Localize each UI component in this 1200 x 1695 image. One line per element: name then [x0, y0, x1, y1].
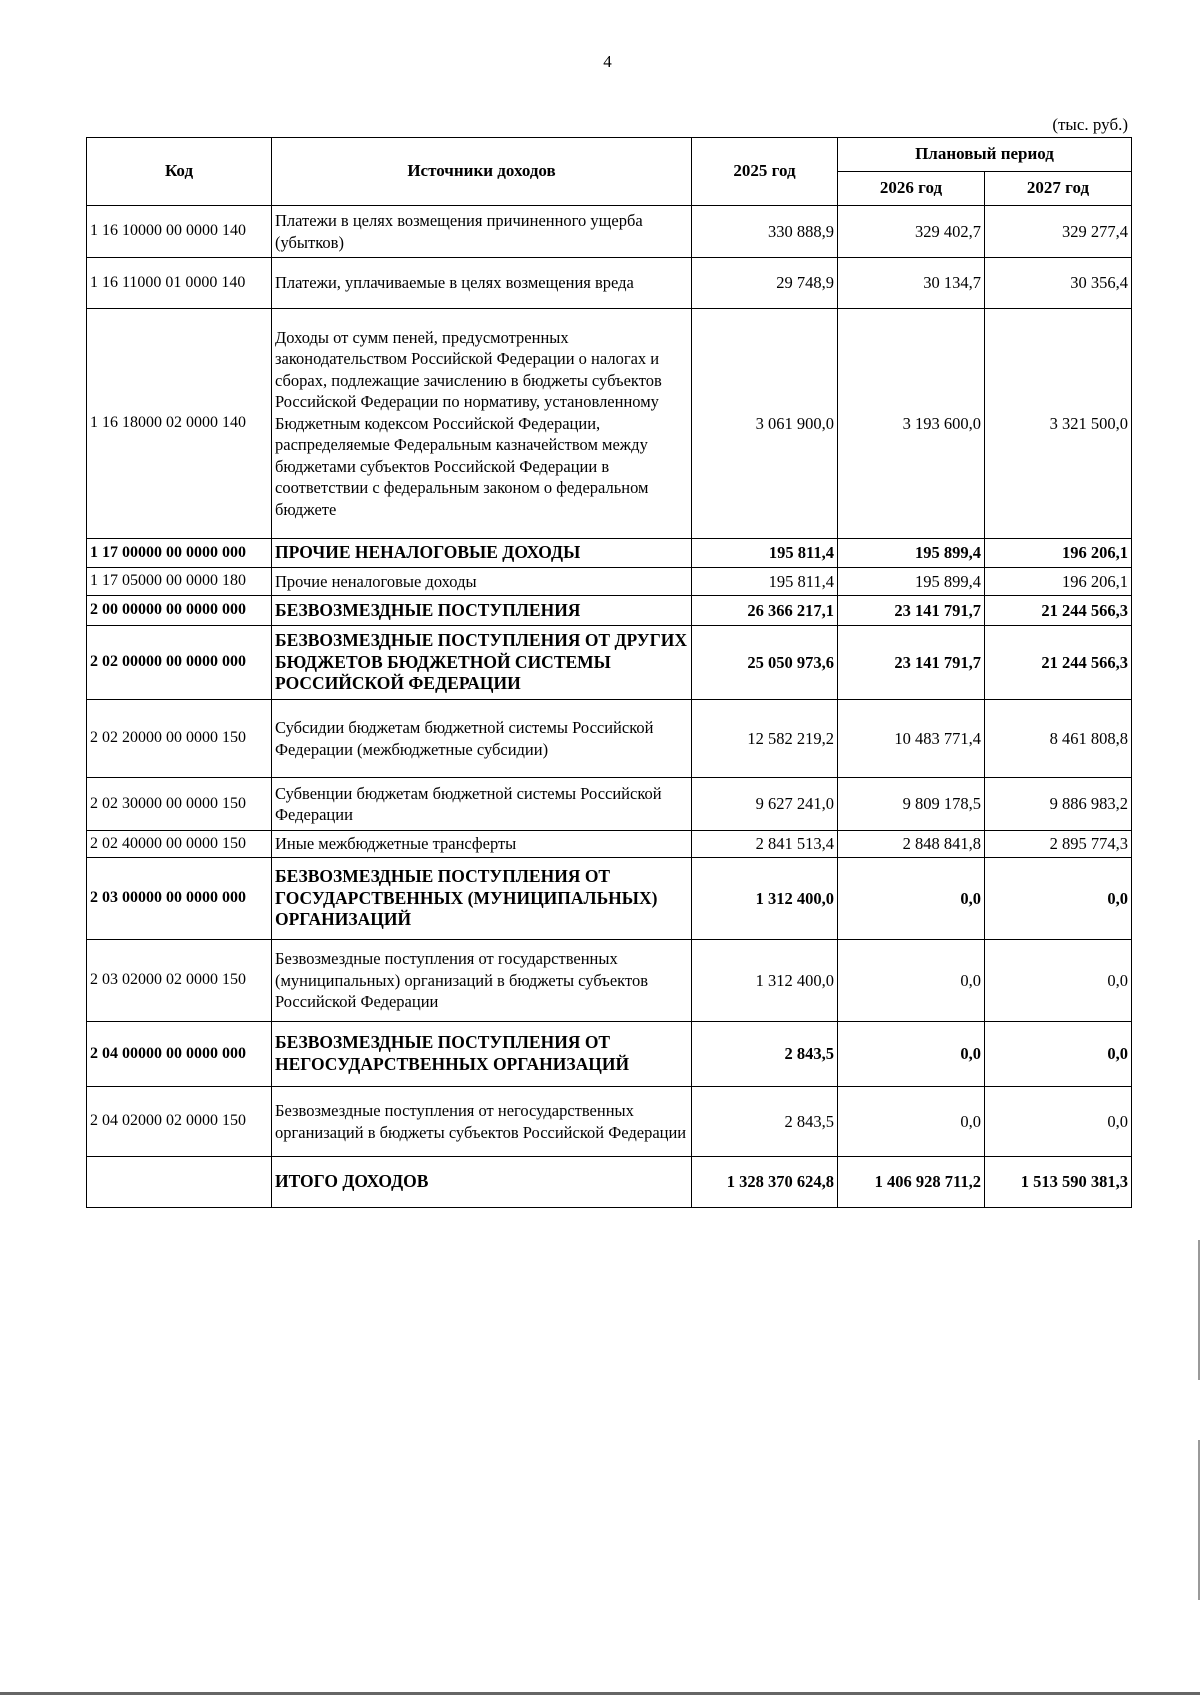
- row-value-2026: 329 402,7: [838, 206, 985, 258]
- table-row: [87, 1087, 1132, 1157]
- row-code: 2 03 00000 00 0000 000: [87, 858, 272, 940]
- row-value-2027: 21 244 566,3: [985, 626, 1132, 700]
- row-value-2027: 329 277,4: [985, 206, 1132, 258]
- row-value-2027: 196 206,1: [985, 568, 1132, 596]
- units-label: (тыс. руб.): [1052, 115, 1128, 134]
- row-value-2026: 30 134,7: [838, 258, 985, 309]
- row-value-2025: 2 843,5: [692, 1022, 838, 1087]
- row-value-2027: 30 356,4: [985, 258, 1132, 309]
- header-2025: 2025 год: [692, 138, 838, 206]
- table-row: [87, 778, 1132, 831]
- row-source-name: Безвозмездные поступления от государственных (муниципальных) организаций в бюджеты субъектов Российской Федерации: [272, 940, 692, 1022]
- row-code: 2 02 30000 00 0000 150: [87, 778, 272, 831]
- row-value-2027: 0,0: [985, 1087, 1132, 1157]
- row-value-2026: 0,0: [838, 858, 985, 940]
- row-value-2026: 2 848 841,8: [838, 831, 985, 858]
- total-code: [87, 1157, 272, 1208]
- row-code: 1 16 11000 01 0000 140: [87, 258, 272, 309]
- row-value-2026: 0,0: [838, 940, 985, 1022]
- row-source-name: Иные межбюджетные трансферты: [272, 831, 692, 858]
- page-number: 4: [603, 52, 612, 71]
- table-body: [87, 206, 1132, 1157]
- row-source-name: БЕЗВОЗМЕЗДНЫЕ ПОСТУПЛЕНИЯ: [272, 596, 692, 626]
- row-source-name: Субвенции бюджетам бюджетной системы Российской Федерации: [272, 778, 692, 831]
- table-row: [87, 309, 1132, 539]
- row-value-2025: 195 811,4: [692, 568, 838, 596]
- row-value-2025: 29 748,9: [692, 258, 838, 309]
- row-value-2026: 23 141 791,7: [838, 596, 985, 626]
- row-value-2025: 330 888,9: [692, 206, 838, 258]
- row-source-name: БЕЗВОЗМЕЗДНЫЕ ПОСТУПЛЕНИЯ ОТ ГОСУДАРСТВЕННЫХ (МУНИЦИПАЛЬНЫХ) ОРГАНИЗАЦИЙ: [272, 858, 692, 940]
- row-value-2026: 195 899,4: [838, 568, 985, 596]
- row-source-name: Прочие неналоговые доходы: [272, 568, 692, 596]
- row-value-2026: 9 809 178,5: [838, 778, 985, 831]
- row-value-2026: 195 899,4: [838, 539, 985, 568]
- header-source: Источники доходов: [272, 138, 692, 206]
- row-code: 1 17 05000 00 0000 180: [87, 568, 272, 596]
- row-value-2026: 0,0: [838, 1022, 985, 1087]
- row-value-2026: 23 141 791,7: [838, 626, 985, 700]
- row-value-2025: 195 811,4: [692, 539, 838, 568]
- row-value-2027: 3 321 500,0: [985, 309, 1132, 539]
- row-code: 2 02 00000 00 0000 000: [87, 626, 272, 700]
- table-row: [87, 940, 1132, 1022]
- row-source-name: Субсидии бюджетам бюджетной системы Российской Федерации (межбюджетные субсидии): [272, 700, 692, 778]
- table-row: [87, 700, 1132, 778]
- table-row: [87, 626, 1132, 700]
- row-value-2025: 2 841 513,4: [692, 831, 838, 858]
- table-header: [87, 138, 1132, 206]
- row-value-2026: 10 483 771,4: [838, 700, 985, 778]
- row-value-2025: 25 050 973,6: [692, 626, 838, 700]
- row-code: 2 04 00000 00 0000 000: [87, 1022, 272, 1087]
- row-code: 1 17 00000 00 0000 000: [87, 539, 272, 568]
- table-row: [87, 568, 1132, 596]
- total-label: ИТОГО ДОХОДОВ: [272, 1157, 692, 1208]
- total-2026: 1 406 928 711,2: [838, 1157, 985, 1208]
- row-source-name: Доходы от сумм пеней, предусмотренных законодательством Российской Федерации о налогах и сборах, подлежащие зачислению в бюджеты субъектов Российской Федерации по нормативу, установленному Бюджетным кодексом Российской Федерации, распределяемые Федеральным казначейством между бюджетами субъектов Российской Федерации в соответствии с федеральным законом о федеральном бюджете: [272, 309, 692, 539]
- row-code: 1 16 18000 02 0000 140: [87, 309, 272, 539]
- row-code: 1 16 10000 00 0000 140: [87, 206, 272, 258]
- table-row: [87, 1022, 1132, 1087]
- row-code: 2 02 40000 00 0000 150: [87, 831, 272, 858]
- row-value-2026: 3 193 600,0: [838, 309, 985, 539]
- revenue-table: [86, 137, 1132, 1208]
- row-value-2025: 12 582 219,2: [692, 700, 838, 778]
- header-2026: 2026 год: [838, 172, 985, 206]
- row-code: 2 00 00000 00 0000 000: [87, 596, 272, 626]
- row-source-name: Платежи, уплачиваемые в целях возмещения вреда: [272, 258, 692, 309]
- row-value-2027: 8 461 808,8: [985, 700, 1132, 778]
- total-2025: 1 328 370 624,8: [692, 1157, 838, 1208]
- row-code: 2 04 02000 02 0000 150: [87, 1087, 272, 1157]
- row-code: 2 02 20000 00 0000 150: [87, 700, 272, 778]
- header-planned-period: Плановый период: [838, 138, 1132, 172]
- row-source-name: ПРОЧИЕ НЕНАЛОГОВЫЕ ДОХОДЫ: [272, 539, 692, 568]
- row-value-2026: 0,0: [838, 1087, 985, 1157]
- row-source-name: БЕЗВОЗМЕЗДНЫЕ ПОСТУПЛЕНИЯ ОТ НЕГОСУДАРСТВЕННЫХ ОРГАНИЗАЦИЙ: [272, 1022, 692, 1087]
- row-value-2025: 2 843,5: [692, 1087, 838, 1157]
- row-source-name: БЕЗВОЗМЕЗДНЫЕ ПОСТУПЛЕНИЯ ОТ ДРУГИХ БЮДЖЕТОВ БЮДЖЕТНОЙ СИСТЕМЫ РОССИЙСКОЙ ФЕДЕРАЦИИ: [272, 626, 692, 700]
- total-2027: 1 513 590 381,3: [985, 1157, 1132, 1208]
- table-row: [87, 831, 1132, 858]
- row-value-2025: 1 312 400,0: [692, 940, 838, 1022]
- total-row: [87, 1157, 1132, 1208]
- table-row: [87, 258, 1132, 309]
- row-value-2027: 21 244 566,3: [985, 596, 1132, 626]
- row-source-name: Безвозмездные поступления от негосударственных организаций в бюджеты субъектов Российской Федерации: [272, 1087, 692, 1157]
- row-code: 2 03 02000 02 0000 150: [87, 940, 272, 1022]
- row-value-2025: 1 312 400,0: [692, 858, 838, 940]
- row-value-2027: 0,0: [985, 1022, 1132, 1087]
- row-value-2027: 2 895 774,3: [985, 831, 1132, 858]
- table-row: [87, 539, 1132, 568]
- table-row: [87, 858, 1132, 940]
- row-value-2027: 9 886 983,2: [985, 778, 1132, 831]
- row-source-name: Платежи в целях возмещения причиненного ущерба (убытков): [272, 206, 692, 258]
- row-value-2025: 3 061 900,0: [692, 309, 838, 539]
- row-value-2027: 0,0: [985, 858, 1132, 940]
- row-value-2025: 9 627 241,0: [692, 778, 838, 831]
- row-value-2027: 196 206,1: [985, 539, 1132, 568]
- row-value-2027: 0,0: [985, 940, 1132, 1022]
- header-2027: 2027 год: [985, 172, 1132, 206]
- table-row: [87, 596, 1132, 626]
- table-row: [87, 206, 1132, 258]
- header-code: Код: [87, 138, 272, 206]
- row-value-2025: 26 366 217,1: [692, 596, 838, 626]
